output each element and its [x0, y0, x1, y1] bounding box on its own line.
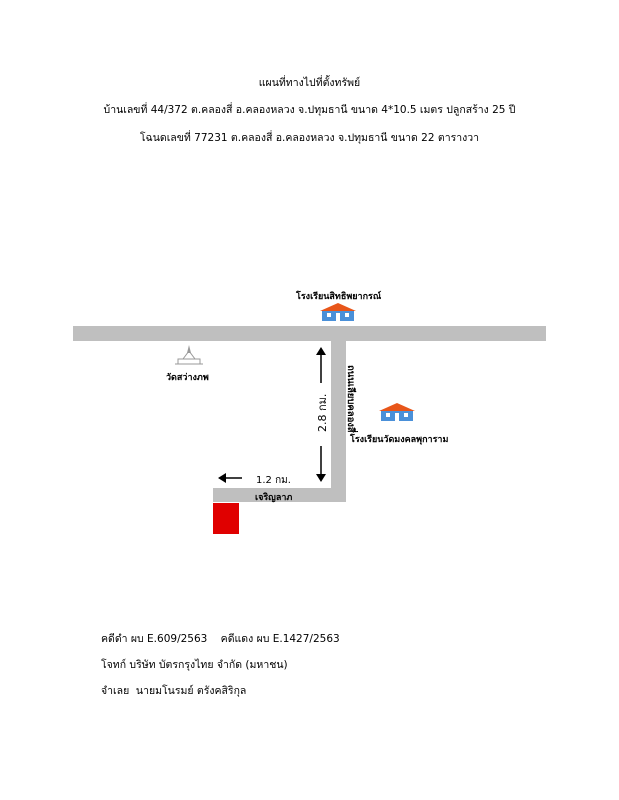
- school-top-label: โรงเรียนสิทธิพยากรณ์: [296, 292, 382, 302]
- defendant: จำเลย นายมโนรมย์ ตรังคสิริกุล: [101, 685, 247, 697]
- house-address: บ้านเลขที่ 44/372 ต.คลองสี่ อ.คลองหลวง จ.ปทุมธานี ขนาด 4*10.5 เมตร ปลูกสร้าง 25 ปี: [103, 104, 516, 116]
- plaintiff: โจทก์ บริษัท บัตรกรุงไทย จำกัด (มหาชน): [101, 659, 288, 671]
- property-marker: [213, 503, 239, 534]
- distance-bottom-label: 1.2 กม.: [256, 475, 291, 486]
- bottom-road-label: เจริญลาภ: [255, 493, 293, 503]
- temple-icon: [175, 345, 203, 365]
- map-title: แผนที่ทางไปที่ตั้งทรัพย์: [258, 77, 361, 89]
- school-icon: [379, 402, 415, 422]
- arrow-up-icon: [315, 347, 327, 383]
- main-road: [73, 326, 546, 341]
- vertical-road-label: ถนนเลียบคลองสี่: [345, 365, 356, 433]
- school-icon: [320, 302, 356, 322]
- school-right-label: โรงเรียนวัดมงคลพุการาม: [350, 435, 449, 445]
- distance-vertical-label: 2.8 กม.: [316, 393, 329, 432]
- case-numbers: คดีดำ ผบ E.609/2563 คดีแดง ผบ E.1427/2563: [101, 633, 340, 645]
- deed-info: โฉนดเลขที่ 77231 ต.คลองสี่ อ.คลองหลวง จ.ปทุมธานี ขนาด 22 ตารางวา: [139, 132, 480, 144]
- arrow-down-icon: [315, 446, 327, 482]
- temple-label: วัดสว่างภพ: [166, 373, 209, 383]
- arrow-left-icon: [218, 472, 242, 484]
